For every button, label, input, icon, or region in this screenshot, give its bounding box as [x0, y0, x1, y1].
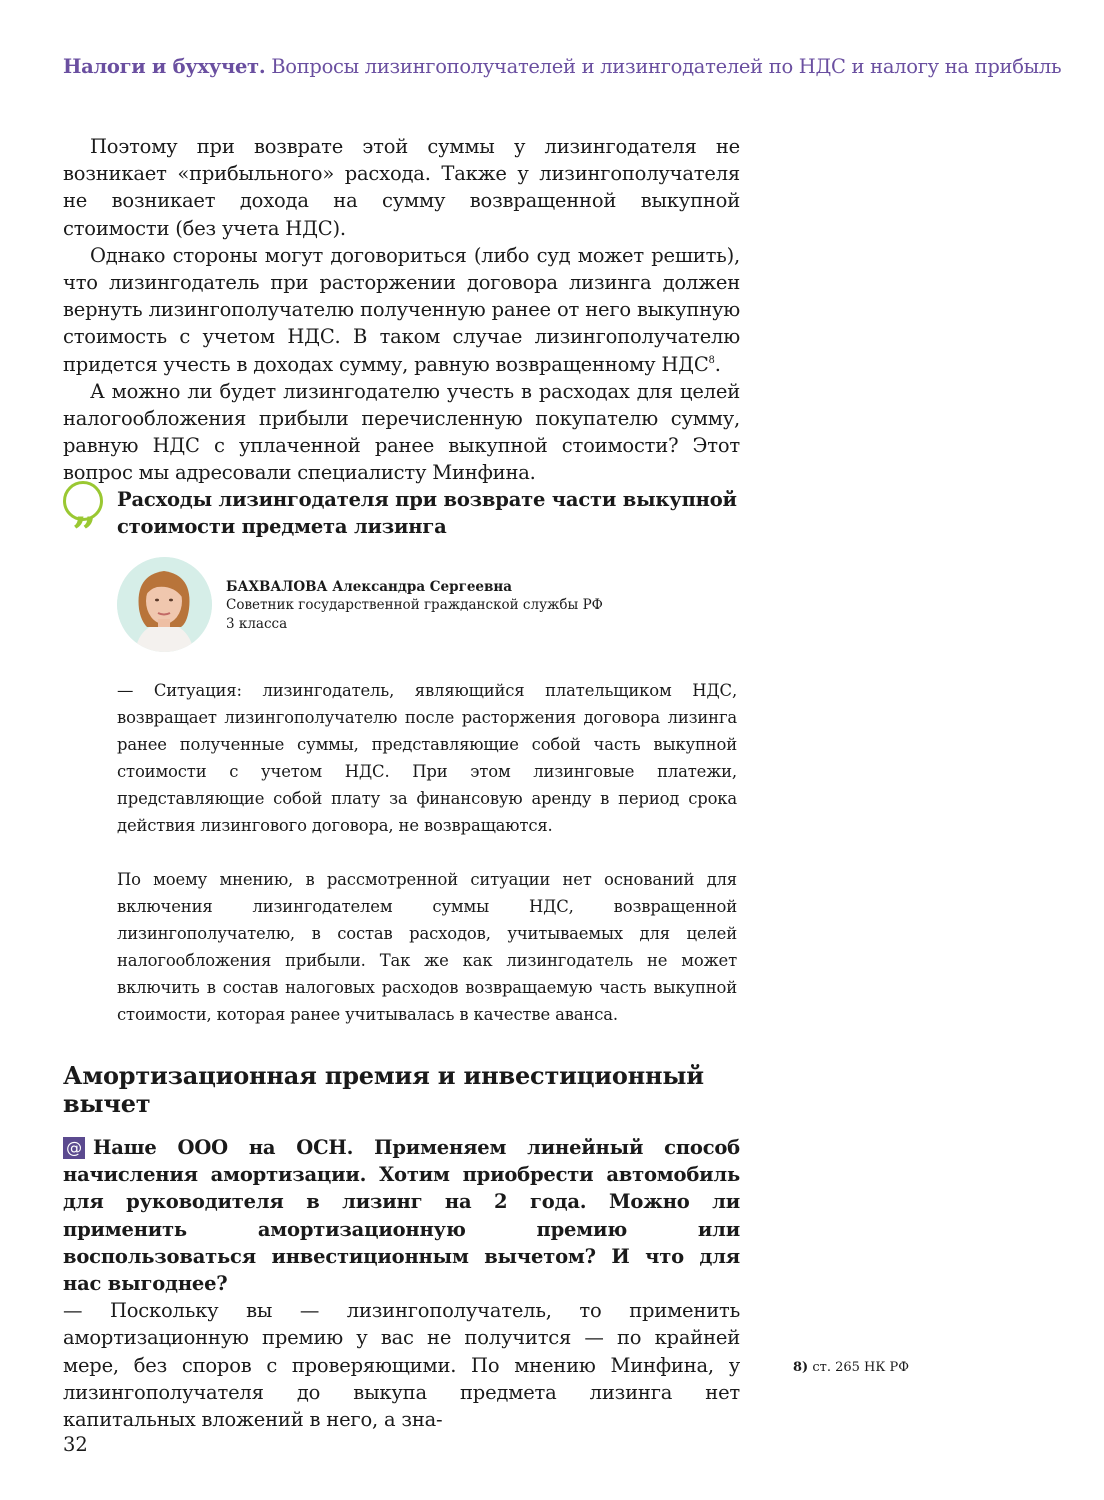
- section-heading: Амортизационная премия и инвестиционный вычет: [63, 1061, 704, 1118]
- question-answer: [63, 1134, 740, 1433]
- at-icon: @: [63, 1137, 85, 1159]
- footnote-number: 8): [793, 1360, 809, 1375]
- expert-name: БАХВАЛОВА Александра Сергеевна: [226, 579, 513, 595]
- expert-position: Советник государственной гражданской службы РФ 3 класса: [226, 597, 603, 632]
- paragraph: А можно ли будет лизингодателю учесть в расходах для целей налогообложения прибыли перечисленную покупателю сумму, равную НДС с уплаченной ранее выкупной стоимости? Этот вопрос мы адресовали специалисту Минфина.: [63, 379, 740, 485]
- footnote-ref: 8: [708, 354, 715, 366]
- question: @ Наше ООО на ОСН. Применяем линейный способ начисления амортизации. Хотим приобрести автомобиль для руководителя в лизинг на 2 года. Можно ли применить амортизационную премию или воспользоваться инвестиционным вычетом? И что для нас выгоднее?: [63, 1136, 740, 1296]
- paragraph: Поэтому при возврате этой суммы у лизингодателя не возникает «прибыльного» расхода. Также у лизингополучателя не возникает дохода на сумму возвращенной выкупной стоимости (без учета НДС).: [63, 135, 740, 240]
- avatar: [117, 557, 212, 652]
- portrait-illustration: [117, 557, 212, 652]
- footnote: [793, 1360, 909, 1375]
- answer: — Поскольку вы — лизингополучатель, то применить амортизационную премию у вас не получится — по крайней мере, без споров с проверяющими. По мнению Минфина, у лизингополучателя до выкупа предмета лизинга нет капитальных вложений в него, а зна-: [63, 1299, 740, 1432]
- paragraph: Однако стороны могут договориться (либо суд может решить), что лизингодатель при расторжении договора лизинга должен вернуть лизингополучателю полученную ранее от него выкупную стоимость с учетом НДС. В таком случае лизингополучателю придется учесть в доходах сумму, равную возвращенному НДС$^8$.: [63, 243, 740, 376]
- running-head: [63, 55, 1063, 78]
- expert-paragraph: — Ситуация: лизингодатель, являющийся плательщиком НДС, возвращает лизингополучателю после расторжения договора лизинга ранее полученные суммы, представляющие собой часть выкупной стоимости с учетом НДС. При этом лизинговые платежи, представляющие собой плату за финансовую аренду в период срока действия лизингового договора, не возвращаются.: [117, 681, 737, 835]
- expert-comment: [117, 677, 737, 1055]
- running-head-section: Налоги и бухучет.: [63, 55, 266, 78]
- running-head-title: Вопросы лизингополучателей и лизингодателей по НДС и налогу на прибыль: [271, 55, 1062, 78]
- expert-box-title: Расходы лизингодателя при возврате части выкупной стоимости предмета лизинга: [117, 488, 737, 538]
- page-number: 32: [63, 1433, 88, 1456]
- quote-icon: „: [63, 481, 103, 521]
- footnote-text: ст. 265 НК РФ: [812, 1360, 910, 1375]
- expert-paragraph: По моему мнению, в рассмотренной ситуации нет оснований для включения лизингодателем суммы НДС, возвращенной лизингополучателю, в состав расходов, учитываемых для целей налогообложения прибыли. Так же как лизингодатель не может включить в состав налоговых расходов возвращаемую часть выкупной стоимости, которая ранее учитывалась в качестве аванса.: [117, 870, 737, 1024]
- main-text: [63, 133, 740, 487]
